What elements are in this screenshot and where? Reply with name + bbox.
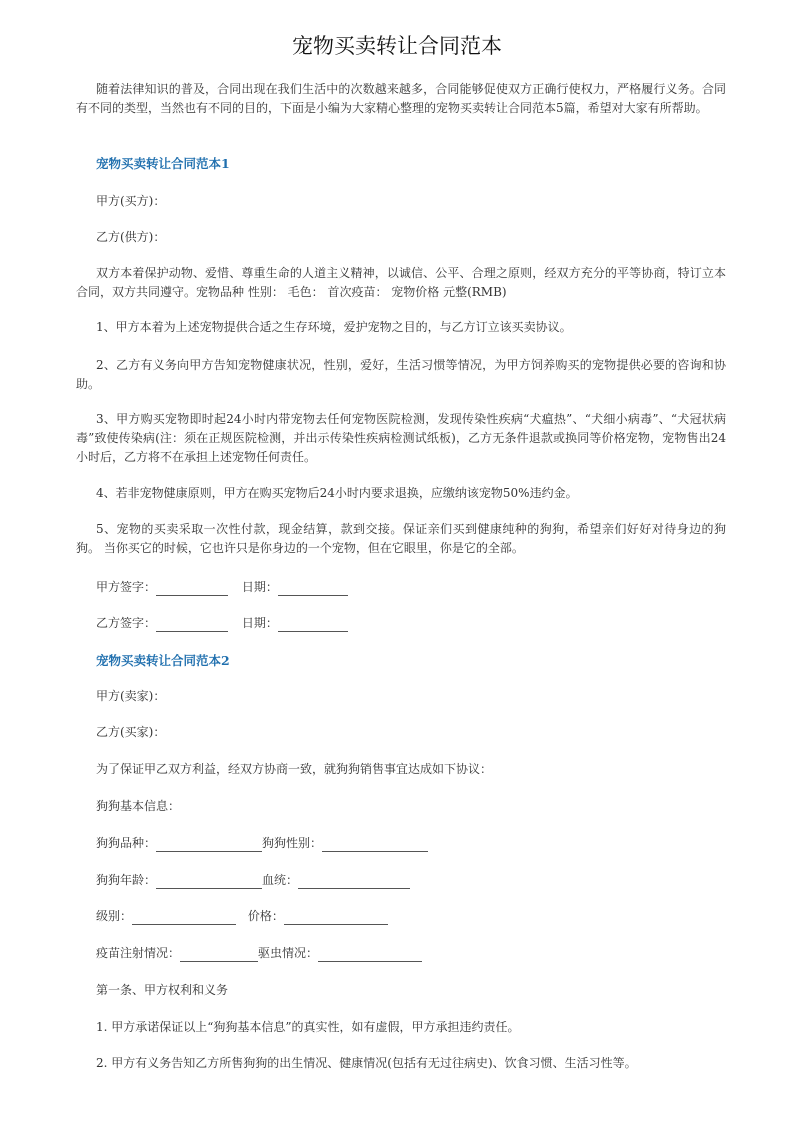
- breed-label: 狗狗品种：: [96, 836, 157, 850]
- grade-price-row: [96, 907, 388, 925]
- deworm-blank: [318, 948, 422, 962]
- sample2-purpose: 为了保证甲乙双方利益，经双方协商一致，就狗狗销售事宜达成如下协议：: [96, 762, 493, 776]
- vaccine-blank: [180, 948, 258, 962]
- sample1-party-a: 甲方(买方)：: [96, 194, 166, 208]
- vaccine-deworm-row: [96, 944, 422, 962]
- sample1-clause-4: 4、若非宠物健康原则，甲方在购买宠物后24小时内要求退换，应缴纳该宠物50%违约金。: [96, 486, 578, 500]
- sample1-sign-row-a: [96, 578, 348, 596]
- article-1-title: 第一条、甲方权利和义务: [96, 983, 229, 997]
- sample1-preamble: 双方本着保护动物、爱惜、尊重生命的人道主义精神，以诚信、公平、合理之原则，经双方充分的平等协商，特订立本合同，双方共同遵守。宠物品种 性别： 毛色： 首次疫苗： 宠物价格 元整(RMB): [76, 266, 726, 299]
- grade-blank: [132, 911, 236, 925]
- date-b-label: 日期：: [241, 616, 278, 630]
- sample1-clause-5: 5、宠物的买卖采取一次性付款，现金结算，款到交接。保证亲们买到健康纯种的狗狗，希望亲们好好对待身边的狗狗。 当你买它的时候，它也许只是你身边的一个宠物，但在它眼里，你是它的全部。: [76, 522, 726, 555]
- sample2-party-a: 甲方(卖家)：: [96, 689, 166, 703]
- blood-blank: [298, 875, 410, 889]
- sample2-info-title: 狗狗基本信息：: [96, 799, 181, 813]
- article-1-item-1: 1. 甲方承诺保证以上“狗狗基本信息”的真实性，如有虚假，甲方承担违约责任。: [96, 1020, 520, 1034]
- sample1-heading: 宠物买卖转让合同范本1: [96, 156, 230, 171]
- document-title: 宠物买卖转让合同范本: [292, 34, 502, 58]
- breed-blank: [156, 838, 262, 852]
- grade-label: 级别：: [96, 909, 133, 923]
- age-blood-row: [96, 871, 410, 889]
- sex-blank: [322, 838, 428, 852]
- sign-b-label: 乙方签字：: [96, 616, 157, 630]
- sample2-heading: 宠物买卖转让合同范本2: [96, 653, 230, 668]
- sample1-sign-row-b: [96, 614, 348, 632]
- price-label: 价格：: [247, 909, 284, 923]
- age-label: 狗狗年龄：: [96, 873, 157, 887]
- intro-paragraph: 随着法律知识的普及，合同出现在我们生活中的次数越来越多，合同能够促使双方正确行使权力，严格履行义务。合同有不同的类型，当然也有不同的目的，下面是小编为大家精心整理的宠物买卖转让合同范本5篇，希望对大家有所帮助。: [76, 82, 726, 115]
- sign-a-label: 甲方签字：: [96, 580, 157, 594]
- deworm-label: 驱虫情况：: [258, 946, 319, 960]
- sample1-party-b: 乙方(供方)：: [96, 230, 166, 244]
- sex-label: 狗狗性别：: [262, 836, 323, 850]
- price-blank: [284, 911, 388, 925]
- sign-b-blank: [156, 618, 228, 632]
- sample1-clause-2: 2、乙方有义务向甲方告知宠物健康状况，性别，爱好，生活习惯等情况，为甲方饲养购买的宠物提供必要的咨询和协助。: [76, 358, 726, 391]
- sign-a-blank: [156, 582, 228, 596]
- breed-sex-row: [96, 834, 428, 852]
- article-1-item-2: 2. 甲方有义务告知乙方所售狗狗的出生情况、健康情况(包括有无过往病史)、饮食习惯、生活习性等。: [96, 1056, 637, 1070]
- sample2-party-b: 乙方(买家)：: [96, 725, 166, 739]
- blood-label: 血统：: [262, 873, 299, 887]
- date-a-label: 日期：: [241, 580, 278, 594]
- sample1-clause-3: 3、甲方购买宠物即时起24小时内带宠物去任何宠物医院检测，发现传染性疾病“犬瘟热”、“犬细小病毒”、“犬冠状病毒”致使传染病(注：须在正规医院检测，并出示传染性疾病检测试纸板)，乙方无条件退款或换同等价格宠物，宠物售出24小时后，乙方将不在承担上述宠物任何责任。: [76, 412, 726, 464]
- sample1-clause-1: 1、甲方本着为上述宠物提供合适之生存环境，爱护宠物之目的，与乙方订立该买卖协议。: [96, 320, 572, 334]
- date-b-blank: [278, 618, 348, 632]
- date-a-blank: [278, 582, 348, 596]
- vaccine-label: 疫苗注射情况：: [96, 946, 181, 960]
- age-blank: [156, 875, 262, 889]
